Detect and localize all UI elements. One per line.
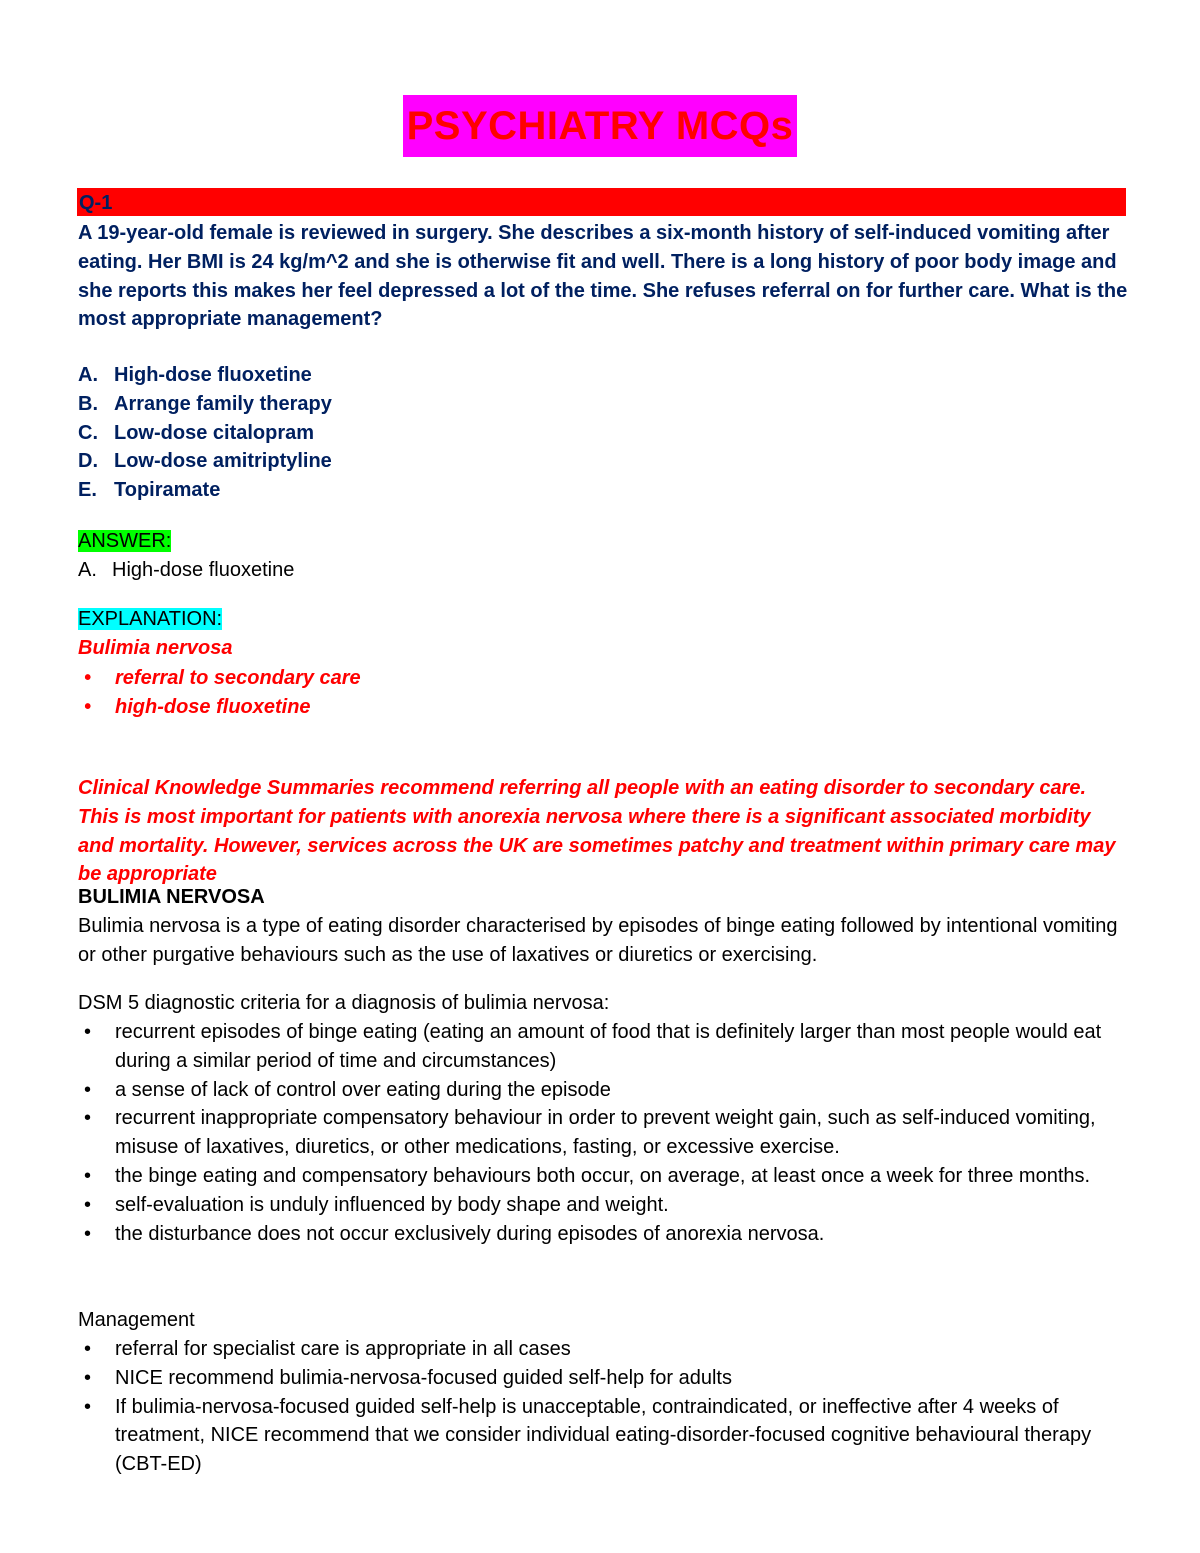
bullet-icon	[78, 1393, 115, 1479]
option-item	[78, 476, 1128, 505]
option-letter: B.	[78, 392, 98, 415]
list-item	[78, 1018, 1128, 1076]
list-item	[78, 1191, 1128, 1220]
option-letter: C.	[78, 421, 98, 444]
bullet-icon	[78, 1018, 115, 1076]
bullet-icon	[78, 1220, 115, 1249]
page-title: PSYCHIATRY MCQs	[403, 95, 798, 157]
explanation-bullets	[78, 664, 1128, 722]
management-list	[78, 1335, 1128, 1479]
answer-label: ANSWER:	[78, 530, 172, 552]
list-item-text: NICE recommend bulimia-nervosa-focused guided self-help for adults	[115, 1366, 732, 1389]
option-letter: E.	[78, 479, 97, 502]
options-list	[78, 361, 1128, 505]
list-item-text: referral for specialist care is appropriate in all cases	[115, 1338, 571, 1360]
list-item-text: a sense of lack of control over eating during the episode	[115, 1078, 611, 1101]
answer-text: High-dose fluoxetine	[112, 559, 295, 581]
explanation-label-row	[78, 605, 1128, 634]
explanation-title: Bulimia nervosa	[78, 637, 233, 659]
dsm-criteria-list	[78, 1018, 1128, 1248]
cks-paragraph: Clinical Knowledge Summaries recommend referring all people with an eating disorder to secondary care. This is most important for patients with anorexia nervosa where there is a significant associated morbidity and mortality. However, services across the UK are sometimes patchy and treatment within primary care may be appropriate	[78, 777, 1116, 886]
title-container	[0, 95, 1200, 157]
list-item	[78, 1162, 1128, 1191]
list-item-text: self-evaluation is unduly influenced by body shape and weight.	[115, 1193, 669, 1216]
bullet-icon	[78, 1191, 115, 1220]
list-item	[78, 1364, 1128, 1393]
list-item-text: recurrent inappropriate compensatory behaviour in order to prevent weight gain, such as self-induced vomiting, misuse of laxatives, diuretics, or other medications, fasting, or excessive exercise.	[115, 1107, 1096, 1159]
list-item-text: the binge eating and compensatory behaviours both occur, on average, at least once a week for three months.	[115, 1164, 1091, 1187]
bullet-icon	[78, 1076, 115, 1105]
option-letter: A.	[78, 364, 98, 386]
bulimia-heading: BULIMIA NERVOSA	[78, 886, 265, 908]
list-item	[78, 1220, 1128, 1249]
list-item	[78, 1393, 1128, 1479]
option-text: Topiramate	[114, 479, 221, 502]
bulimia-definition: Bulimia nervosa is a type of eating disorder characterised by episodes of binge eating followed by intentional vomiting or other purgative behaviours such as the use of laxatives or diuretics or exercising.	[78, 915, 1118, 966]
option-item	[78, 419, 1128, 448]
dsm-intro: DSM 5 diagnostic criteria for a diagnosis of bulimia nervosa:	[78, 992, 610, 1014]
bullet-icon	[78, 1335, 115, 1364]
list-item	[78, 1335, 1128, 1364]
option-text: Low-dose amitriptyline	[114, 450, 332, 473]
option-text: Arrange family therapy	[114, 392, 332, 415]
management-heading: Management	[78, 1309, 195, 1331]
option-item	[78, 447, 1128, 476]
bullet-icon	[78, 664, 115, 693]
list-item	[78, 1076, 1128, 1105]
list-item-text: high-dose fluoxetine	[115, 695, 311, 718]
option-item	[78, 390, 1128, 419]
list-item-text: referral to secondary care	[115, 667, 361, 689]
bullet-icon	[78, 1104, 115, 1162]
explanation-label: EXPLANATION:	[78, 608, 223, 630]
list-item	[78, 664, 1128, 693]
option-text: Low-dose citalopram	[114, 421, 315, 444]
answer-label-row	[78, 527, 1128, 556]
bullet-icon	[78, 1364, 115, 1393]
question-label: Q-1	[79, 192, 113, 214]
question-stem: A 19-year-old female is reviewed in surgery. She describes a six-month history of self-induced vomiting after eating. Her BMI is 24 kg/m^2 and she is otherwise fit and well. There is a long history of poor body image and she reports this makes her feel depressed a lot of the time. She refuses referral on for further care. What is the most appropriate management?	[78, 222, 1128, 331]
question-header-bar	[77, 188, 1126, 216]
list-item	[78, 1104, 1128, 1162]
option-text: High-dose fluoxetine	[114, 364, 312, 386]
answer-row	[78, 556, 1128, 585]
list-item-text: the disturbance does not occur exclusively during episodes of anorexia nervosa.	[115, 1222, 825, 1245]
answer-letter: A.	[78, 559, 97, 581]
list-item	[78, 693, 1128, 722]
bullet-icon	[78, 1162, 115, 1191]
list-item-text: If bulimia-nervosa-focused guided self-help is unacceptable, contraindicated, or ineffective after 4 weeks of treatment, NICE recommend that we consider individual eating-disorder-focused cognitive behavioural therapy (CBT-ED)	[115, 1395, 1092, 1476]
option-item	[78, 361, 1128, 390]
bullet-icon	[78, 693, 115, 722]
list-item-text: recurrent episodes of binge eating (eating an amount of food that is definitely larger than most people would eat during a similar period of time and circumstances)	[115, 1021, 1102, 1072]
option-letter: D.	[78, 450, 98, 473]
